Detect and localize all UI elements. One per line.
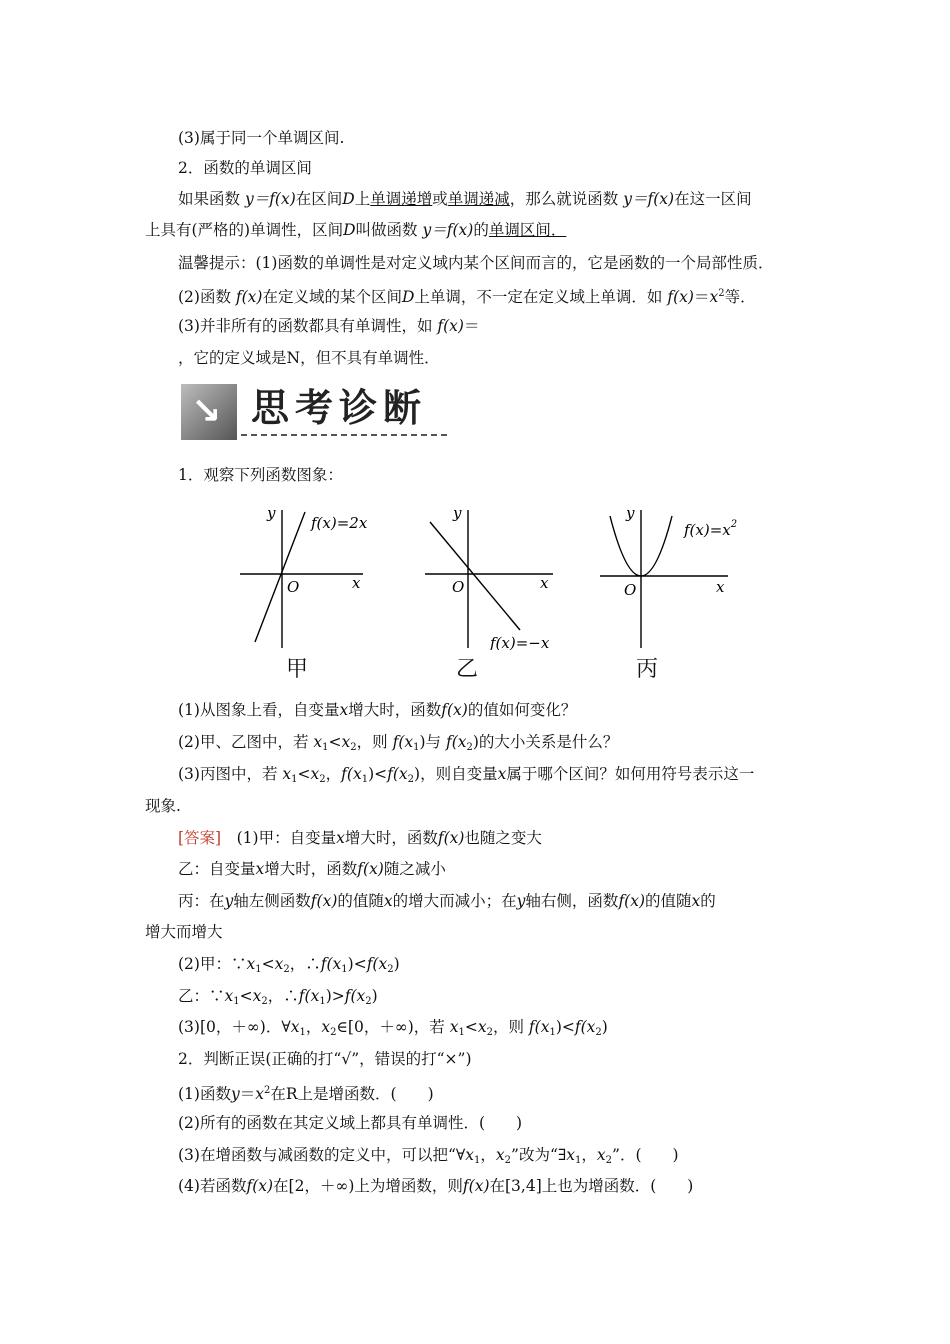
y-label: y <box>626 504 635 522</box>
graph-caption: 乙 <box>456 657 479 682</box>
text-line: 上具有(严格的)单调性，区间D叫做函数 y＝f(x)的单调区间． <box>145 221 567 239</box>
banner-underline <box>241 434 447 436</box>
function-label: f(x)=−x <box>490 634 550 650</box>
text-line: (2)函数 f(x)在定义域的某个区间D上单调，不一定在定义域上单调．如 $f(x)=x^2$等． <box>178 288 756 306</box>
x-label: x <box>540 574 549 592</box>
answer-line: (2)甲：$\because x_1<x_2$，$\therefore f(x_1)<f(x_2)$ <box>178 955 400 975</box>
answer-line: 增大而增大 <box>145 923 223 941</box>
y-label: y <box>267 504 276 522</box>
arrow-icon: ↘ <box>191 391 222 432</box>
origin-label: O <box>287 578 300 596</box>
origin-label: O <box>452 578 465 596</box>
text-line: (3)丙图中，若 $x_1<x_2$，$f(x_1)<f(x_2)$，则自变量x属于哪个区间？如何用符号表示这一 <box>178 765 755 785</box>
question-intro: 2．判断正误(正确的打“√”，错误的打“×”) <box>178 1050 472 1068</box>
answer-line: 丙：在y轴左侧函数f(x)的值随x的增大而减小；在y轴右侧，函数f(x)的值随x的 <box>178 892 716 910</box>
text-line: (3)并非所有的函数都具有单调性，如 f(x)＝ <box>178 317 480 335</box>
text-line: 现象. <box>145 797 181 815</box>
text-line: 如果函数 y＝f(x)在区间D上单调递增或单调递减，那么就说函数 y＝f(x)在这一区间 <box>178 190 752 208</box>
question-item: (2)所有的函数在其定义域上都具有单调性．( ) <box>178 1114 523 1132</box>
text-line: (2)甲、乙图中，若 $x_1<x_2$，则 $f(x_1)$与 $f(x_2)$的大小关系是什么？ <box>178 733 619 753</box>
banner-box <box>181 384 237 440</box>
answer-line: (3)[0，＋∞)．$\forall x_1$，$x_2\in[0$，＋∞)，若 $x_1<x_2$，则 $f(x_1)<f(x_2)$ <box>178 1018 608 1038</box>
origin-label: O <box>624 581 637 599</box>
graph-bing <box>598 500 758 650</box>
text-line: 温馨提示：(1)函数的单调性是对定义域内某个区间而言的，它是函数的一个局部性质． <box>178 254 774 272</box>
graph-jia <box>235 500 370 650</box>
answer-line: 乙：自变量x增大时，函数f(x)随之减小 <box>178 860 446 878</box>
function-line <box>255 512 305 642</box>
answer-line: 乙：$\because x_1<x_2$，$\therefore f(x_1)>f(x_2)$ <box>178 987 378 1007</box>
text-line: ，它的定义域是N，但不具有单调性． <box>178 349 440 367</box>
x-label: x <box>716 578 725 596</box>
question-item: (4)若函数f(x)在[2，＋∞)上为增函数，则f(x)在[3,4]上也为增函数．( ) <box>178 1177 694 1195</box>
function-line <box>430 522 520 630</box>
y-label: y <box>453 504 462 522</box>
text-line: (1)从图象上看，自变量x增大时，函数f(x)的值如何变化？ <box>178 701 577 719</box>
section-banner <box>181 384 449 442</box>
question-item: (3)在增函数与减函数的定义中，可以把“$\forall x_1$，$x_2$”改为“$\exists x_1$，$x_2$”．( ) <box>178 1146 679 1166</box>
function-label: $f(x)=x^2$ <box>684 519 738 539</box>
answer-tag: [答案] <box>178 829 222 847</box>
x-label: x <box>352 574 361 592</box>
graph-yi <box>420 500 560 650</box>
banner-title: 思考诊断 <box>251 386 428 430</box>
graph-caption: 丙 <box>636 657 659 682</box>
section-heading: 2．函数的单调区间 <box>178 159 312 177</box>
function-label: f(x)=2x <box>311 514 368 532</box>
answer-line: [答案] (1)甲：自变量x增大时，函数f(x)也随之变大 <box>178 829 542 847</box>
graph-caption: 甲 <box>286 657 309 682</box>
question-intro: 1．观察下列函数图象： <box>178 466 343 484</box>
text-line: (3)属于同一个单调区间. <box>178 129 345 147</box>
question-item: (1)函数$y=x^2$在R上是增函数．( ) <box>178 1085 434 1103</box>
